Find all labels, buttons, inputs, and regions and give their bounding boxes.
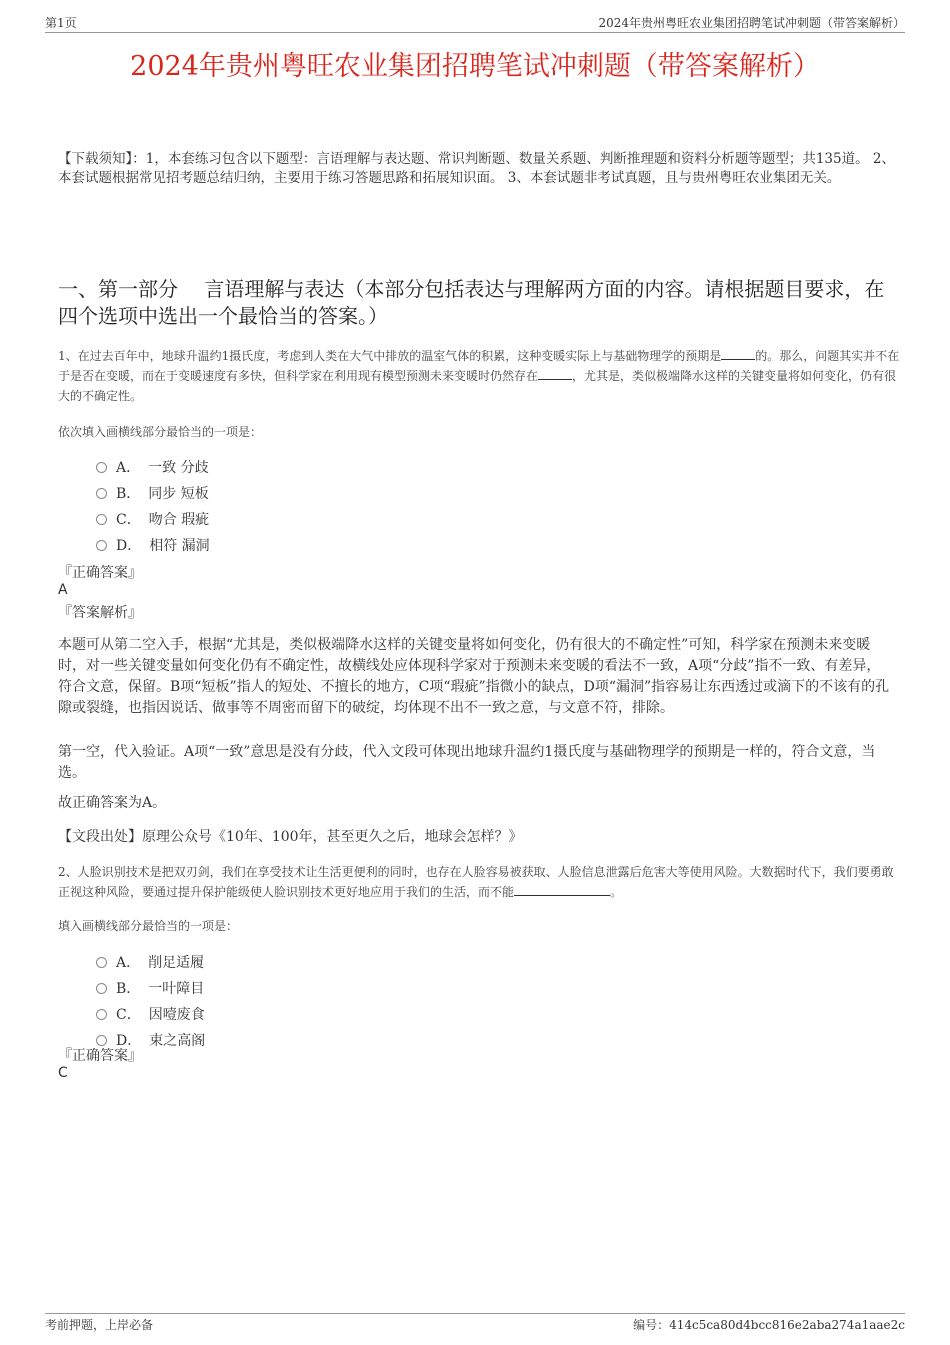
- q2-option-a[interactable]: A． 削足适履: [96, 952, 204, 972]
- q1-stem-part1: 1、在过去百年中，地球升温约1摄氏度，考虑到人类在大气中排放的温室气体的积累，这种变暖实际上与基础物理学的预期是: [58, 349, 722, 363]
- q2-prompt: 填入画横线部分最恰当的一项是：: [58, 919, 239, 933]
- q1-answer: A: [58, 582, 68, 598]
- question-1-stem: [58, 346, 900, 406]
- header-divider: [45, 32, 905, 33]
- footer-divider: [45, 1313, 905, 1314]
- radio-icon[interactable]: [96, 983, 107, 994]
- download-notice: 【下载须知】：1，本套练习包含以下题型：言语理解与表达题、常识判断题、数量关系题、判断推理题和资料分析题等题型；共135道。 2、本套试题根据常见招考题总结归纳，主要用于练习答题思路和拓展知识面。 3、本套试题非考试真题，且与贵州粤旺农业集团无关。: [58, 151, 895, 186]
- q1-option-d[interactable]: D． 相符 漏洞: [96, 535, 210, 555]
- q2-option-b[interactable]: B． 一叶障目: [96, 978, 204, 998]
- q1-analysis-3: 故正确答案为A。: [58, 795, 167, 811]
- radio-icon[interactable]: [96, 514, 107, 525]
- q1-option-a[interactable]: A． 一致 分歧: [96, 457, 209, 477]
- header-doc-title: 2024年贵州粤旺农业集团招聘笔试冲刺题（带答案解析）: [598, 16, 905, 30]
- radio-icon[interactable]: [96, 488, 107, 499]
- q1-analysis-label: 『答案解析』: [58, 605, 142, 621]
- q1-prompt: 依次填入画横线部分最恰当的一项是：: [58, 425, 263, 439]
- q1-option-c[interactable]: C． 吻合 瑕疵: [96, 509, 209, 529]
- q1-analysis-1: 本题可从第二空入手，根据“尤其是，类似极端降水这样的关键变量将如何变化，仍有很大的不确定性”可知，科学家在预测未来变暖时，对一些关键变量如何变化仍有不确定性，故横线处应体现科学家对于预测未来变暖的看法不一致，A项“分歧”指不一致、有差异，符合文意，保留。B项“短板”指人的短处、不擅长的地方，C项“瑕疵”指微小的缺点，D项“漏洞”指容易让东西透过或滴下的不该有的孔隙或裂缝，也指因说话、做事等不周密而留下的破绽，均体现不出不一致之意，与文意不符，排除。: [58, 637, 890, 716]
- radio-icon[interactable]: [96, 462, 107, 473]
- radio-icon[interactable]: [96, 957, 107, 968]
- q2-stem: 2、人脸识别技术是把双刃剑，我们在享受技术让生活更便利的同时，也存在人脸容易被获取、人脸信息泄露后危害大等使用风险。大数据时代下，我们要勇敢正视这种风险，要通过提升保护能级使人脸识别技术更好地应用于我们的生活，而不能: [58, 865, 894, 899]
- footer-code: 编号：414c5ca80d4bcc816e2aba274a1aae2c: [633, 1318, 905, 1332]
- question-2-stem: 2、人脸识别技术是把双刃剑，我们在享受技术让生活更便利的同时，也存在人脸容易被获取、人脸信息泄露后危害大等使用风险。大数据时代下，我们要勇敢正视这种风险，要通过提升保护能级使人脸识别技术更好地应用于我们的生活，而不能 。: [58, 865, 894, 899]
- q2-answer-label: 『正确答案』: [58, 1048, 142, 1064]
- q1-source: 【文段出处】原理公众号《10年、100年，甚至更久之后，地球会怎样？》: [58, 829, 523, 845]
- footer-slogan: 考前押题，上岸必备: [45, 1318, 154, 1332]
- radio-icon[interactable]: [96, 1035, 107, 1046]
- radio-icon[interactable]: [96, 540, 107, 551]
- section-heading: 一、第一部分 言语理解与表达（本部分包括表达与理解两方面的内容。请根据题目要求，在四个选项中选出一个最恰当的答案。）: [58, 277, 885, 328]
- q1-stem-part3: ，尤其是，类似极端降水这样的关键变量将如何变化，仍有很大的不确定性。: [58, 369, 897, 403]
- q1-blank-2: [538, 379, 572, 380]
- q1-option-b[interactable]: B． 同步 短板: [96, 483, 209, 503]
- q1-answer-label: 『正确答案』: [58, 565, 142, 581]
- q1-analysis-2: 第一空，代入验证。A项“一致”意思是没有分歧，代入文段可体现出地球升温约1摄氏度与基础物理学的预期是一样的，符合文意，当选。: [58, 744, 876, 781]
- q1-blank-1: [721, 359, 755, 360]
- q2-answer: C: [58, 1065, 68, 1081]
- q2-option-d[interactable]: D． 束之高阁: [96, 1030, 205, 1050]
- q2-option-c[interactable]: C． 因噎废食: [96, 1004, 205, 1024]
- page-title: 2024年贵州粤旺农业集团招聘笔试冲刺题（带答案解析）: [130, 51, 820, 82]
- page-number: 第1页: [45, 16, 77, 30]
- q2-blank: [514, 895, 610, 896]
- q1-stem-part2: 的。那么，问题其实并不在于是否在变暖，而在于变暖速度有多快，但科学家在利用现有模型预测未来变暖时仍然存在: [58, 349, 900, 383]
- radio-icon[interactable]: [96, 1009, 107, 1020]
